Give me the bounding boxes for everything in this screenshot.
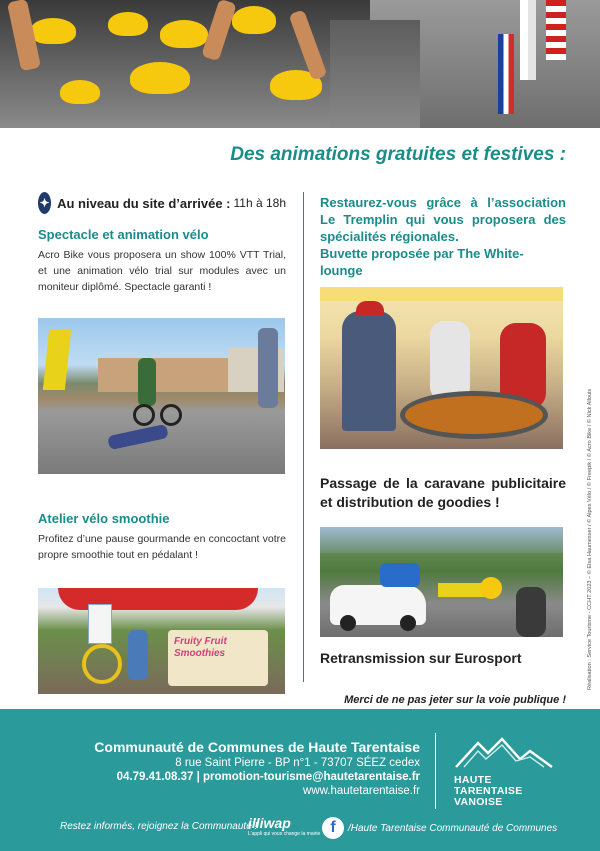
- footer-phone: 04.79.41.08.37: [116, 771, 194, 783]
- footer-email-link[interactable]: promotion-tourisme@hautetarentaise.fr: [203, 771, 420, 783]
- restaurez-text: Restaurez-vous grâce à l’association Le Tremplin qui vous proposera des spécialités régionales.: [320, 195, 566, 244]
- footer-contact-block: [94, 739, 420, 797]
- hero-flag-france: [498, 34, 514, 114]
- footer-website-link[interactable]: www.hautetarentaise.fr: [303, 785, 420, 797]
- atelier-title: Atelier vélo smoothie: [38, 511, 170, 526]
- illiwap-link[interactable]: [248, 815, 320, 837]
- merci-notice: Merci de ne pas jeter sur la voie publique !: [344, 694, 566, 706]
- haute-tarentaise-logo: [448, 737, 568, 809]
- arrival-site-hours: 11h à 18h: [233, 196, 286, 210]
- illiwap-name: illiwap: [248, 815, 291, 831]
- page-headline: Des animations gratuites et festives :: [230, 144, 566, 165]
- smoothie-sign: Fruity Fruit Smoothies: [174, 636, 227, 659]
- left-column: [38, 192, 286, 295]
- arrival-site-label: Au niveau du site d’arrivée :: [57, 195, 231, 211]
- retransmission-text: Retransmission sur Eurosport: [320, 650, 522, 666]
- footer-social-bar: [0, 811, 600, 851]
- footer-org-name: Communauté de Communes de Haute Tarentaise: [94, 739, 420, 755]
- mountain-logo-icon: [454, 737, 554, 769]
- footer-address: 8 rue Saint Pierre - BP n°1 - 73707 SÉEZ cedex: [175, 757, 420, 769]
- atelier-section: [38, 510, 286, 563]
- food-stand-photo: [320, 287, 563, 449]
- bike-show-photo: [38, 318, 285, 474]
- hero-flag-white: [520, 0, 536, 80]
- logo-line-2: TARENTAISE: [454, 785, 523, 797]
- spectacle-title: Spectacle et animation vélo: [38, 227, 209, 242]
- footer-phone-email: 04.79.41.08.37 | promotion-tourisme@hautetarentaise.fr: [116, 771, 420, 783]
- footer: [0, 709, 600, 851]
- buvette-text: Buvette proposée par The White-lounge: [320, 246, 524, 278]
- facebook-icon[interactable]: f: [322, 817, 344, 839]
- hero-flag-stripes: [546, 0, 566, 60]
- spectacle-text: Acro Bike vous proposera un show 100% VTT Trial, et une animation vélo trial sur modules avec un moniteur diplômé. Spectacle garanti !: [38, 249, 286, 293]
- join-text: Restez informés, rejoignez la Communauté !: [60, 821, 258, 832]
- illiwap-tagline: L’appli qui vous change la mairie: [248, 831, 321, 837]
- logo-line-1: HAUTE: [454, 774, 492, 786]
- confetti-icon: ✦: [38, 192, 51, 214]
- caravan-car-photo: [320, 527, 563, 637]
- photo-credits: [578, 360, 593, 690]
- credits-text: Réalisation : Service Tourisme - CCHT 2023 – © Elsa Haumesser / © Alpes Vélo / © Freepik / © Acro Bike / © Nick Allouis: [587, 388, 593, 690]
- column-divider: [303, 192, 304, 682]
- smoothie-bike-photo: [38, 588, 285, 694]
- footer-divider: [435, 733, 436, 809]
- retransmission-section: [320, 649, 566, 668]
- caravane-text: Passage de la caravane publicitaire et distribution de goodies !: [320, 475, 566, 510]
- atelier-text: Profitez d’une pause gourmande en concoctant votre propre smoothie tout en pédalant !: [38, 533, 286, 561]
- logo-line-3: VANOISE: [454, 796, 503, 808]
- caravane-section: [320, 474, 566, 512]
- arrival-site-line: [38, 192, 286, 214]
- hero-crowd-photo: [0, 0, 600, 128]
- facebook-link[interactable]: /Haute Tarentaise Communauté de Communes: [348, 823, 558, 834]
- right-column: [320, 194, 566, 279]
